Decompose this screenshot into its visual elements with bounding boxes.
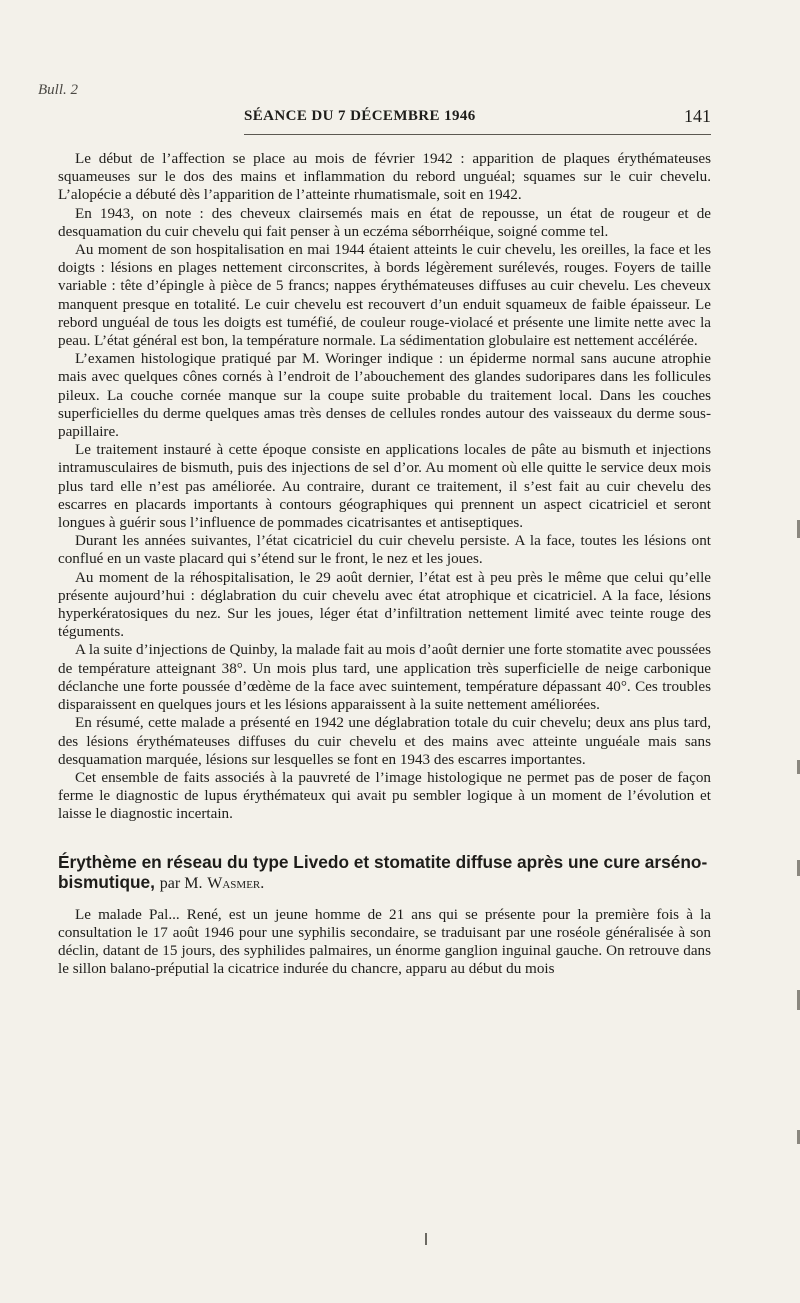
paragraph: A la suite d’injections de Quinby, la malade fait au mois d’août dernier une forte stomatite avec poussées de température atteignant 38°. Un mois plus tard, une application très superficielle de neige carbonique déclanche une forte poussée d’œdème de la face avec suintement, température dépassant 40°. Ces troubles disparaissent en quelques jours et les lésions apparaissent à la suite nettement améliorées. [58,641,711,714]
paragraph: L’examen histologique pratiqué par M. Woringer indique : un épiderme normal sans aucune atrophie mais avec quelques cônes cornés à l’endroit de l’abouchement des glandes sudoripares dans les follicules pileux. La couche cornée manque sur la coupe suite probable du traitement local. Dans les couches superficielles du derme quelques amas très denses de cellules rondes autour des vaisseaux du derme sous-papillaire. [58,350,711,441]
header-rule [244,134,711,135]
paragraph: Le traitement instauré à cette époque consiste en applications locales de pâte au bismuth et injections intramusculaires de bismuth, puis des injections de sel d’or. Au moment où elle quitte le service deux mois plus tard elle n’est pas améliorée. Au contraire, durant ce traitement, il s’est fait au cuir chevelu des escarres en placards importants à contours géographiques qui prennent un aspect cicatriciel et seront longues à guérir sous l’influence de pommades cicatrisantes et antiseptiques. [58,441,711,532]
paragraph: Le malade Pal... René, est un jeune homme de 21 ans qui se présente pour la première fois à la consultation le 17 août 1946 pour une syphilis secondaire, se traduisant par une roséole généralisée à son déclin, datant de 15 jours, des syphilides palmaires, un énorme ganglion inguinal gauche. On retrouve dans le sillon balano-préputial la cicatrice indurée du chancre, apparu au début du mois [58,905,711,978]
paragraph: Au moment de son hospitalisation en mai 1944 étaient atteints le cuir chevelu, les oreilles, la face et les doigts : lésions en plages nettement circonscrites, à bords légèrement surélevés, rouges. Foyers de taille variable : tête d’épingle à pièce de 5 francs; nappes érythémateuses diffuses au cuir chevelu. Les cheveux manquent presque en totalité. Le cuir chevelu est recouvert d’un enduit squameux de faible épaisseur. Le rebord unguéal de tous les doigts est tuméfié, de couleur rouge-violacé et présente une limite nette avec la peau. L’état général est bon, la température normale. La sédimentation globulaire est nettement accélérée. [58,241,711,350]
page-number: 141 [684,106,711,126]
section-title: Érythème en réseau du type Livedo et stomatite diffuse après une cure arséno-bismutique, [58,851,708,892]
paragraph: En 1943, on note : des cheveux clairsemés mais en état de repousse, un état de rougeur et de desquamation du cuir chevelu qui fait penser à un eczéma séborrhéique, soigné comme tel. [58,204,711,240]
paragraph: Durant les années suivantes, l’état cicatriciel du cuir chevelu persiste. A la face, toutes les lésions ont conflué en un vaste placard qui s’étend sur le front, le nez et les joues. [58,532,711,568]
print-mark [425,1233,427,1245]
margin-note: Bull. 2 [38,82,78,98]
section-author: Wasmer. [207,874,265,892]
paragraph: Cet ensemble de faits associés à la pauvreté de l’image histologique ne permet pas de poser de façon ferme le diagnostic de lupus érythémateux qui avait pu sembler logique à un moment de l’évolution et laisse le diagnostic incertain. [58,768,711,823]
article-body [58,150,711,978]
running-title: SÉANCE DU 7 DÉCEMBRE 1946 [244,108,476,124]
paragraph: Au moment de la réhospitalisation, le 29 août dernier, l’état est à peu près le même que celui qu’elle présente aujourd’hui : déglabration du cuir chevelu avec état atrophique et cicatriciel. A la face, lésions hyperkératosiques du nez. Sur les joues, léger état d’infiltration nettement limité avec teinte rouge des téguments. [58,568,711,641]
section-byline: par M. [159,874,203,892]
paragraph: Le début de l’affection se place au mois de février 1942 : apparition de plaques érythémateuses squameuses sur le dos des mains et inflammation du rebord unguéal; squames sur le cuir chevelu. L’alopécie a débuté dès l’apparition de l’atteinte rhumatismale, soit en 1942. [58,150,711,204]
running-head [244,100,714,130]
section-heading [58,852,711,894]
paragraph: En résumé, cette malade a présenté en 1942 une déglabration totale du cuir chevelu; deux ans plus tard, des lésions érythémateuses diffuses du cuir chevelu et des mains avec atteinte unguéale mais sans desquamation marquée, lésions sur lesquelles se font en 1943 des escarres importantes. [58,714,711,768]
